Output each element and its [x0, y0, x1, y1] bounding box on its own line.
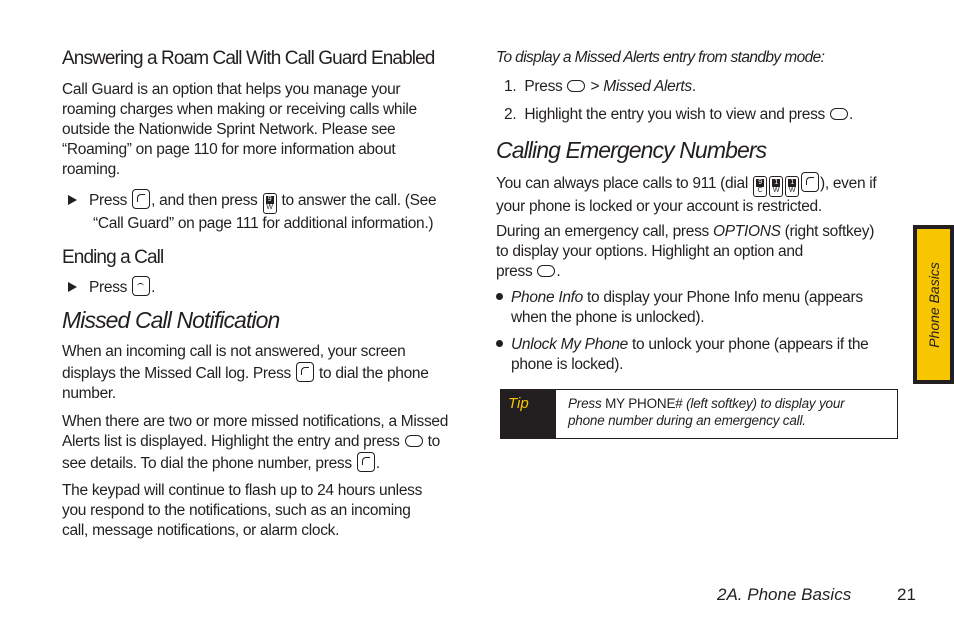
tip-box: [500, 389, 898, 439]
paragraph-emergency-2: During an emergency call, press OPTIONS (right softkey) to display your options. Highlight an option and press .: [496, 223, 875, 280]
ok-key-icon: [405, 435, 423, 447]
step-2: 2. Highlight the entry you wish to view and press .: [504, 106, 854, 123]
section-side-tab: Phone Basics: [913, 225, 954, 384]
ok-key-icon: [537, 265, 555, 277]
talk-key-icon: [296, 362, 314, 382]
heading-missed: Missed Call Notification: [62, 307, 280, 333]
bullet-icon: [496, 340, 503, 347]
talk-key-icon: [132, 189, 150, 209]
one-key-icon: 1 W: [769, 176, 783, 197]
bullet-phone-info: Phone Info to display your Phone Info menu (appears when the phone is unlocked).: [496, 288, 906, 328]
talk-key-icon: [357, 452, 375, 472]
paragraph-missed-2: When there are two or more missed notifications, a Missed Alerts list is displayed. Highlight the entry and press to see details. To dial the phone number, press .: [62, 413, 449, 472]
bullet-icon: [496, 293, 503, 300]
ok-key-icon: [830, 108, 848, 120]
talk-key-icon: [801, 172, 819, 192]
heading-ending: Ending a Call: [62, 247, 164, 268]
arrow-icon: [68, 282, 77, 292]
paragraph-missed-3: The keypad will continue to flash up to 24 hours unless you respond to the notifications, such as an incoming call, message notifications, or alarm clock.: [62, 482, 423, 539]
paragraph-roam: Call Guard is an option that helps you manage your roaming charges when making or receiving calls while outside the Nationwide Sprint Network. Please see “Roaming” on page 110 for more information about roaming.: [62, 81, 417, 178]
paragraph-emergency-1: You can always place calls to 911 (dial 9 C 1 W 1 W ), even if your phone is locked or your account is restricted.: [496, 172, 906, 217]
step-roam: Press , and then press 9 W to answer the call. (See “Call Guard” on page 111 for additional information.): [68, 189, 478, 234]
page-number: 21: [897, 585, 916, 604]
paragraph-missed-1: When an incoming call is not answered, your screen displays the Missed Call log. Press to dial the phone number.: [62, 343, 429, 402]
menu-key-icon: [567, 80, 585, 92]
heading-emergency: Calling Emergency Numbers: [496, 137, 767, 163]
tip-text: Press MY PHONE# (left softkey) to display your phone number during an emergency call.: [568, 396, 845, 428]
arrow-icon: [68, 195, 77, 205]
step-1: 1. Press > Missed Alerts.: [504, 78, 696, 95]
nine-key-icon: 9 C: [753, 176, 767, 197]
one-key-icon: 1 W: [785, 176, 799, 197]
heading-roam: Answering a Roam Call With Call Guard Enabled: [62, 48, 435, 69]
bullet-unlock-phone: Unlock My Phone to unlock your phone (appears if the phone is locked).: [496, 335, 906, 375]
tip-label: Tip: [501, 390, 556, 438]
end-key-icon: [132, 276, 150, 296]
nine-key-icon: 9 W: [263, 193, 277, 214]
intro-missed-alerts: To display a Missed Alerts entry from standby mode:: [496, 49, 825, 66]
footer-section: 2A. Phone Basics: [717, 585, 852, 604]
step-end: Press .: [68, 276, 155, 298]
